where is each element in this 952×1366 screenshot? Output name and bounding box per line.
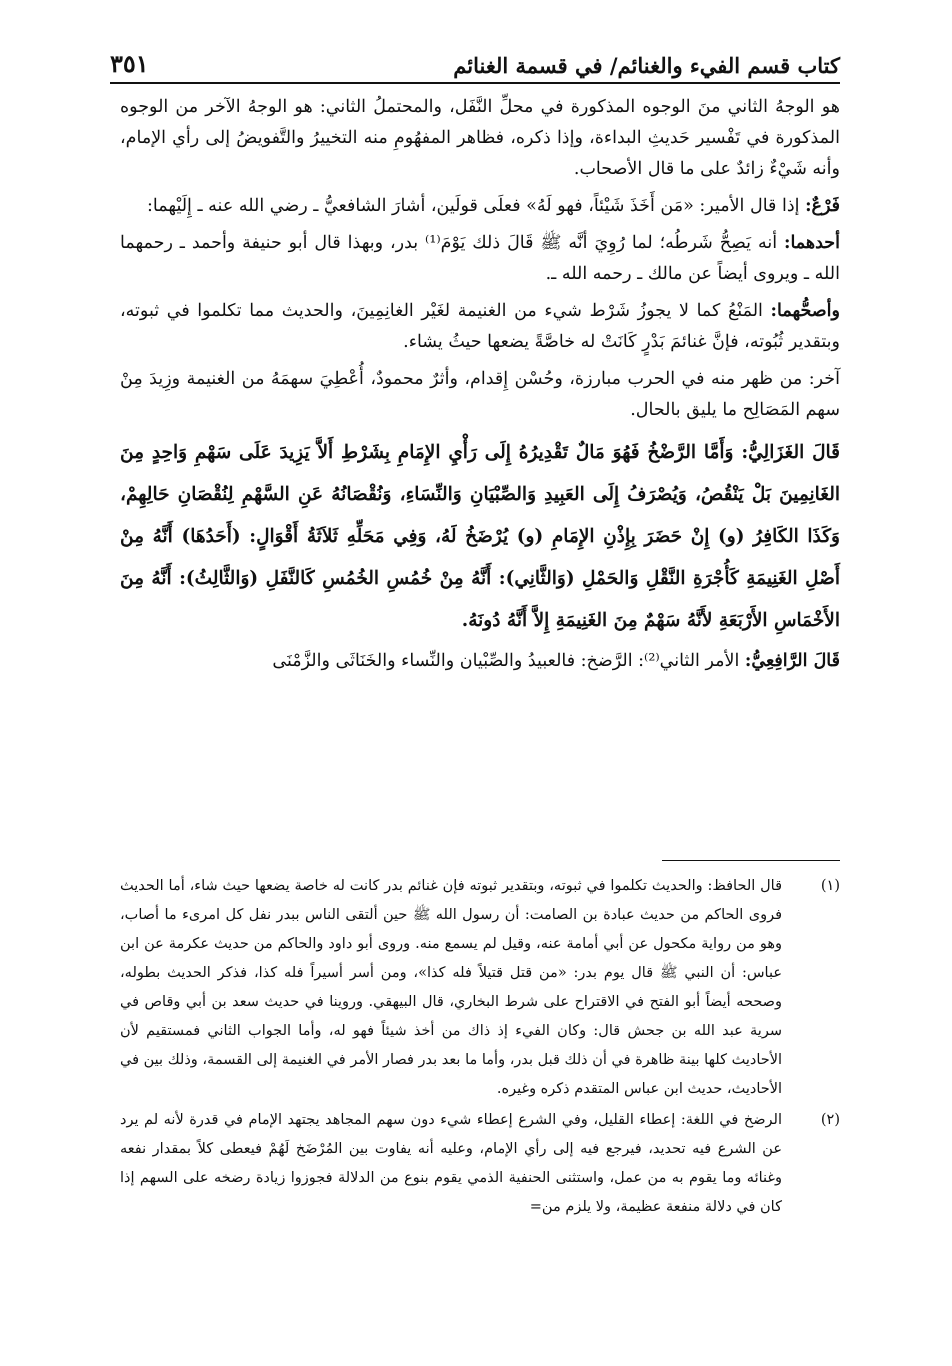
footnote-text: الرضخ في اللغة: إعطاء القليل، وفي الشرع إعطاء شيء دون سهم المجاهد يجتهد الإمام في قدرة لأنه لم يرد عن الشرع فيه تحديد، فيرجع فيه إلى رأي الإمام، وعليه أنه يفاوت بين المُرْضَخ لَهُمْ فيعطى كلاً بمقدار نفعه وغنائه وما يقوم به من عمل، واستثنى الحنفية الذمي يقوم بنوع من الدلالة فجوزوا زيادة رضخه على السهم إذا كان في دلالة منفعة عظيمة، ولا يلزم من= — [120, 1112, 782, 1215]
header-divider — [110, 82, 840, 84]
wajiz-text-paragraph — [120, 432, 840, 642]
paragraph — [120, 296, 840, 358]
running-title: كتاب قسم الفيء والغنائم/ في قسمة الغنائم — [453, 53, 840, 78]
paragraph — [120, 191, 840, 222]
paragraph-text: أنه يَصِحُّ شَرطُه؛ لما رُوِيَ أنَّه ﷺ قَالَ ذلك يَوْمَ⁽¹⁾ بدر، وبهذا قال أبو حنيفة وأحمد ـ رحمهما الله ـ ويروى أيضاً عن مالك ـ رحمه الله ـ. — [120, 233, 840, 284]
footnote — [120, 872, 840, 1104]
paragraph-label: آخر: — [808, 369, 840, 389]
paragraph — [120, 92, 840, 185]
footnote-text: قال الحافظ: والحديث تكلموا في ثبوته، وبتقدير ثبوته فإن غنائم بدر كانت له خاصة يضعها حيث شاء، أما الحديث فروى الحاكم من حديث عبادة بن الصامت: أن رسول الله ﷺ حين ألتقى الناس ببدر نفل كل امرىء ما أصاب، وهو من رواية مكحول عن أبي أمامة عنه، وقيل لم يسمع منه. وروى أبو داود والحاكم من حديث عكرمة عن ابن عباس: أن النبي ﷺ قال يوم بدر: «من قتل قتيلاً فله كذا»، ومن أسر أسيراً فله كذا، فذكر الحديث بطوله، وصححه أيضاً أبو الفتح في الاقتراح على شرط البخاري، قال البيهقي. وروينا في حديث سعد بن أبي وقاص في سرية عبد الله بن جحش قال: وكان الفيء إذ ذاك من أخذ شيئاً فهو له، وأما الجواب الثاني فمستقيم لأن الأحاديث كلها بينة ظاهرة في أن ذلك قبل بدر، وأما ما بعد بدر فصار الأمر في الغنيمة إلى القسمة، وذلك بين في الأحاديث، حديث ابن عباس المتقدم ذكره وغيره. — [120, 878, 782, 1097]
paragraph-text: الأمر الثاني⁽²⁾: الرَّضخ: فالعبيدُ والصِّبْيان والنِّساء والخَنَاثَى والزَّمْنَى — [272, 651, 740, 671]
paragraph — [120, 646, 840, 677]
paragraph — [120, 364, 840, 426]
footnotes — [120, 872, 840, 1224]
paragraph-label: فَرْعٌ: — [805, 196, 840, 216]
footnote — [120, 1106, 840, 1222]
paragraph-text: إذا قال الأمير: «مَن أَخَذَ شَيْئاً، فهو لَهُ» فعلَى قولَين، أشارَ الشافعيُّ ـ رضي الله عنه ـ إِلَيْهما: — [147, 196, 800, 216]
paragraph-label: قَالَ الرَّافِعِيُّ: — [744, 651, 840, 671]
paragraph-text: وَأَمَّا الرَّضْخُ فَهُوَ مَالٌ تَقْدِيرُهُ إِلَى رَأْيِ الإِمَامِ بِشَرْطِ أَلاَّ يَزِيدَ عَلَى سَهْمِ وَاحِدٍ مِنَ الغَانِمِينَ بَلْ يَنْقُصُ، وَيُصْرَفُ إِلَى العَبِيدِ وَالصِّبْيَانِ وَالنِّسَاءِ، وَنُقْصَانُهُ عَنِ السَّهْمِ لِنُقْصَانِ حَالِهِمْ، وَكَذَا الكَافِرُ (و) إِنْ حَضَرَ بِإِذْنِ الإِمَامِ (و) يُرْضَخُ لَهُ، وَفِي مَحَلِّهِ ثَلاَثَةُ أَقْوَالٍ: (أَحَدُهَا) أَنَّهُ مِنْ أَصْلِ الغَنِيمَةِ كَأُجْرَةِ النَّقْلِ وَالحَمْلِ (وَالثَّانِي): أَنَّهُ مِنْ خُمُسِ الخُمُسِ كَالنَّفَلِ (وَالثَّالِثُ): أَنَّهُ مِنَ الأَخْمَاسِ الأَرْبَعَةِ لأَنَّهُ سَهْمٌ مِنَ الغَنِيمَةِ إِلاَّ أَنَّهُ دُونَهُ. — [120, 442, 840, 631]
paragraph-label: قَالَ الغَزَالِيُّ: — [741, 442, 840, 463]
paragraph — [120, 228, 840, 290]
paragraph-text: من ظهر منه في الحرب مبارزة، وحُسْن إِقدام، وأثرٌ محمودٌ، أُعْطِيَ سهمَهُ من الغنيمة وزِيدَ مِنْ سهم المَصَالِح ما يليق بالحال. — [120, 369, 840, 420]
footnote-number: (١) — [820, 878, 840, 894]
footnote-divider — [662, 860, 840, 861]
page-header — [110, 38, 840, 78]
paragraph-label: وأصحُّهما: — [770, 301, 840, 321]
paragraph-text: المَنْعُ كما لا يجوزُ شَرْط شيء من الغنيمة لغَيْر الغانِمِينَ، والحديث مما تكلموا في ثبوته، وبتقدير ثُبُوته، فإنَّ غنائمَ بَدْرٍ كَانَتْ له خاصَّةً يضعها حيثُ يشاء. — [120, 301, 840, 352]
page-number: ٣٥١ — [110, 49, 149, 78]
footnote-number: (٢) — [820, 1112, 840, 1128]
main-text — [120, 92, 840, 683]
paragraph-text: هو الوجهُ الثاني منَ الوجوه المذكورة في محلِّ النَّفَل، والمحتملُ الثاني: هو الوجهُ الآخر من الوجوه المذكورة في تَفْسير حَديثِ البداءة، وإذا ذكره، فظاهر المفهُومِ منه التخييرُ والتَّفويضُ إلى رأي الإمام، وأنه شَيْءٌ زائدٌ على ما قال الأصحاب. — [120, 97, 840, 179]
paragraph-label: أحدهما: — [783, 233, 840, 253]
